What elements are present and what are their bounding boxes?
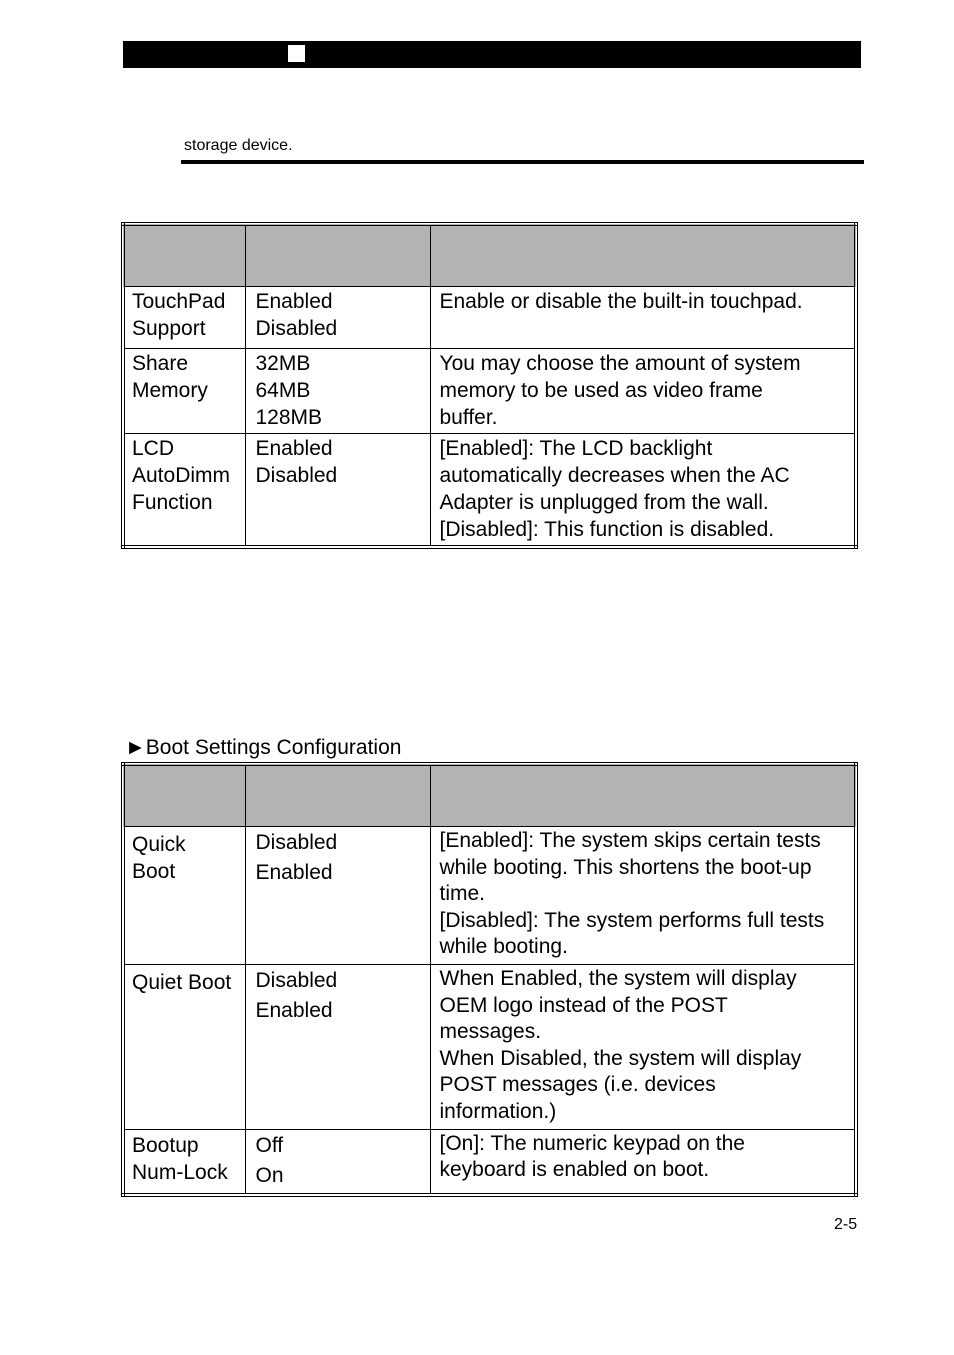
header-cell-item	[123, 224, 245, 287]
item-cell	[123, 349, 245, 434]
table-row	[123, 827, 856, 965]
description-cell	[430, 287, 856, 349]
option-value: Disabled	[255, 969, 338, 992]
description-line: memory to be used as video frame	[439, 379, 763, 402]
description-line: [Disabled]: The system performs full tests	[439, 908, 825, 932]
item-label: AutoDimm	[132, 464, 231, 487]
options-cell	[245, 287, 430, 349]
description-line: while booting. This shortens the boot-up	[439, 855, 812, 879]
table-header-row	[123, 764, 856, 827]
item-cell	[123, 827, 245, 965]
description-line: messages.	[439, 1020, 542, 1043]
description-cell	[430, 827, 856, 965]
option-value: On	[255, 1164, 284, 1187]
options-cell	[245, 1130, 430, 1196]
table-row	[123, 287, 856, 349]
option-value: 32MB	[255, 352, 311, 375]
option-value: 128MB	[255, 406, 323, 429]
header-cell-description	[430, 764, 856, 827]
divider-rule	[181, 160, 864, 164]
description-line: information.)	[439, 1099, 557, 1123]
options-cell	[245, 965, 430, 1130]
options-cell	[245, 349, 430, 434]
description-line: keyboard is enabled on boot.	[439, 1158, 710, 1181]
option-value: Disabled	[255, 464, 338, 487]
table-row	[123, 434, 856, 548]
table-row	[123, 1130, 856, 1196]
option-value: Disabled	[255, 317, 338, 340]
header-bar	[123, 41, 861, 68]
section-title-boot-settings: ►Boot Settings Configuration	[125, 736, 402, 759]
option-value: Enabled	[255, 290, 333, 313]
table-row	[123, 965, 856, 1130]
description-line: When Disabled, the system will display	[439, 1046, 802, 1070]
option-value: Disabled	[255, 831, 338, 854]
description-line: Adapter is unplugged from the wall.	[439, 491, 769, 514]
item-label: Function	[132, 491, 213, 514]
item-label: Num-Lock	[132, 1161, 228, 1184]
description-line: OEM logo instead of the POST	[439, 993, 728, 1017]
options-cell	[245, 434, 430, 548]
header-cell-item	[123, 764, 245, 827]
option-value: Off	[255, 1134, 284, 1157]
intro-text: storage device.	[184, 137, 293, 154]
item-label: Bootup	[132, 1134, 199, 1157]
item-cell	[123, 287, 245, 349]
settings-table-boot	[121, 762, 858, 1197]
item-label: LCD	[132, 437, 175, 460]
description-cell	[430, 1130, 856, 1196]
header-cell-options	[245, 224, 430, 287]
description-line: [On]: The numeric keypad on the	[439, 1132, 745, 1155]
description-line: automatically decreases when the AC	[439, 464, 790, 487]
item-label: Support	[132, 317, 206, 340]
options-cell	[245, 827, 430, 965]
description-line: buffer.	[439, 406, 498, 429]
option-value: Enabled	[255, 861, 333, 884]
header-square-marker	[288, 45, 305, 62]
item-label: TouchPad	[132, 290, 226, 313]
item-label: Memory	[132, 379, 208, 402]
option-value: 64MB	[255, 379, 311, 402]
item-label: Share	[132, 352, 189, 375]
description-cell	[430, 349, 856, 434]
description-line: [Enabled]: The LCD backlight	[439, 437, 713, 460]
header-cell-description	[430, 224, 856, 287]
description-line: [Disabled]: This function is disabled.	[439, 518, 775, 541]
option-value: Enabled	[255, 437, 333, 460]
description-cell	[430, 965, 856, 1130]
description-line: POST messages (i.e. devices	[439, 1073, 716, 1096]
table-row	[123, 349, 856, 434]
item-cell	[123, 965, 245, 1130]
option-value: Enabled	[255, 999, 333, 1022]
item-label: Quiet Boot	[132, 971, 232, 994]
description-line: while booting.	[439, 935, 568, 958]
item-label: Boot	[132, 860, 176, 883]
page-number: 2-5	[834, 1216, 858, 1233]
description-line: [Enabled]: The system skips certain tests	[439, 829, 821, 852]
header-cell-options	[245, 764, 430, 827]
table-header-row	[123, 224, 856, 287]
item-cell	[123, 434, 245, 548]
description-line: You may choose the amount of system	[439, 352, 801, 375]
settings-table-peripherals	[121, 222, 858, 549]
description-line: time.	[439, 882, 486, 905]
description-cell	[430, 434, 856, 548]
item-cell	[123, 1130, 245, 1196]
item-label: Quick	[132, 833, 186, 856]
description-line: Enable or disable the built-in touchpad.	[439, 290, 803, 313]
description-line: When Enabled, the system will display	[439, 967, 797, 990]
